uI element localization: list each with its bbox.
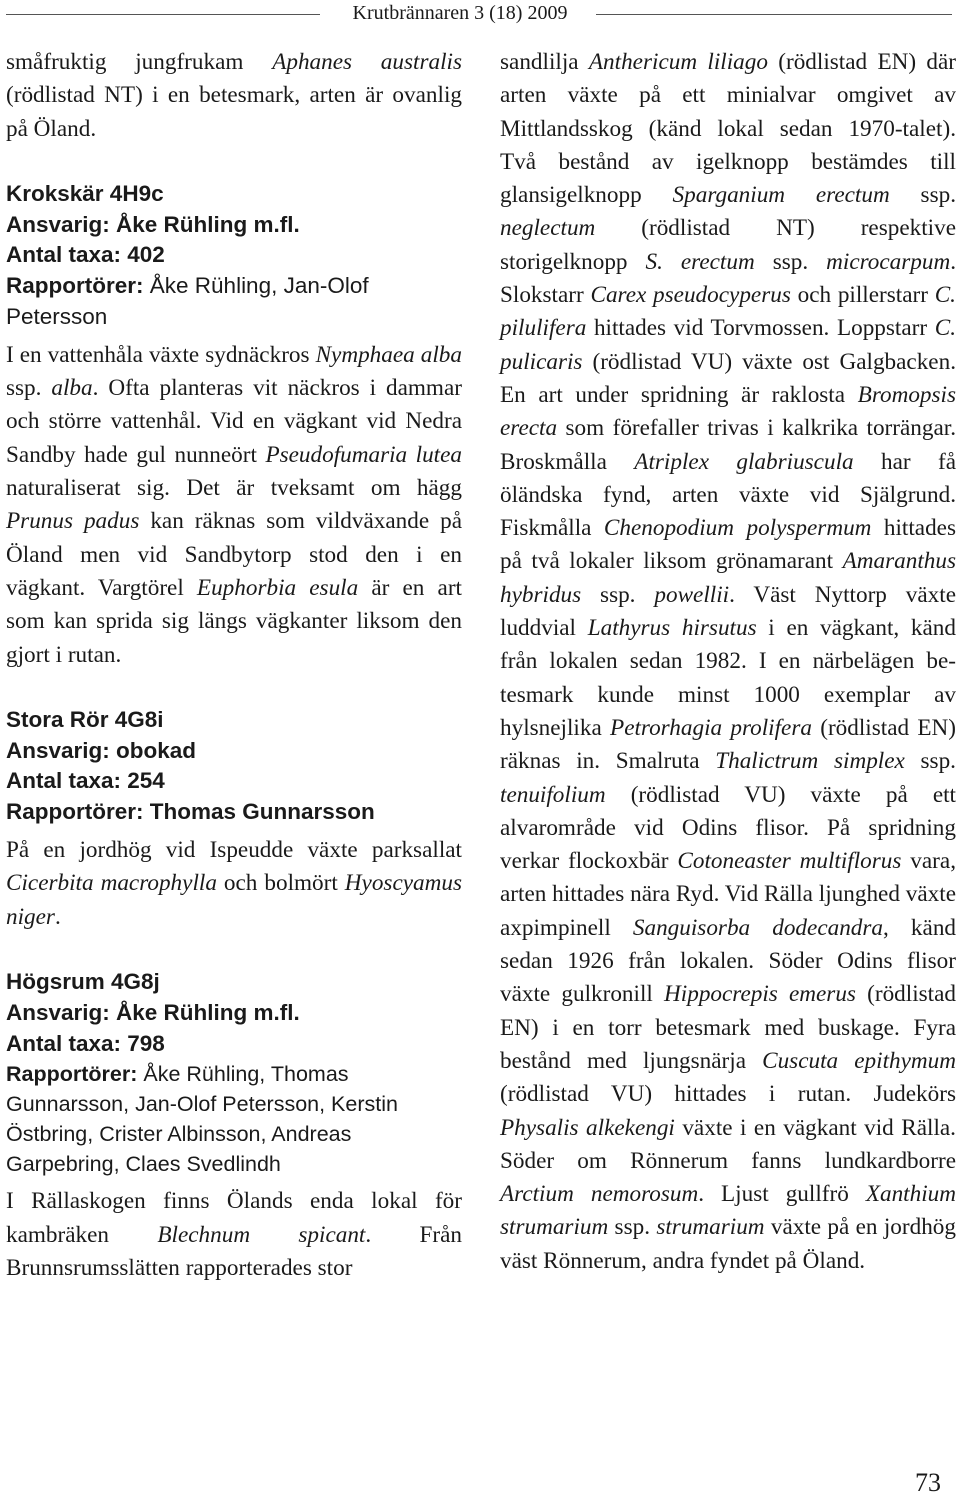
continued-paragraph [500, 46, 956, 1278]
section-ansvarig: Ansvarig: Åke Rühling m.fl. [6, 211, 300, 237]
text-run: (rödlistad NT) i en betesmark, arten är ovanlig på Öland. [6, 82, 462, 142]
section-body [6, 834, 462, 934]
species-name: Anthericum liliago [588, 49, 768, 75]
species-name: Cicerbita macrophylla [6, 870, 217, 897]
species-name: Lathyrus hirsutus [587, 615, 757, 642]
species-name: Prunus padus [6, 508, 140, 535]
text-run: ssp. [608, 1214, 657, 1241]
section-stora-ror [6, 705, 462, 934]
text-run: På en jordhög vid Ispeudde växte parksallat [6, 837, 462, 864]
species-name: Atriplex glabriuscula [634, 448, 854, 475]
species-name: Nymphaea alba [315, 341, 462, 368]
right-column [500, 46, 956, 1278]
section-ansvarig: Ansvarig: Åke Rühling m.fl. [6, 999, 300, 1025]
text-run: (rödlistad EN) i en torr betesmark med buskage. Fyra bestånd med ljungsnärja [500, 981, 956, 1074]
species-name: powellii [654, 581, 730, 608]
species-name: Arctium nemorosum [500, 1181, 699, 1208]
species-name: neglectum [500, 215, 596, 242]
text-run: som förefaller trivas i kalkrika torrängar. Broskmålla [500, 415, 956, 475]
section-rapportorer: Rapportörer: Thomas Gunnarsson [6, 799, 375, 825]
journal-title: Krutbrännaren 3 (18) 2009 [352, 2, 568, 24]
text-run: (rödlistad VU) hittades i rutan. Judekörs [500, 1081, 956, 1108]
rapportorer-label: Rapportörer: [6, 273, 144, 299]
species-name: Xanthium strumarium [500, 1181, 956, 1241]
page-number: 73 [915, 1468, 941, 1497]
intro-paragraph [6, 46, 462, 146]
section-title: Högsrum 4G8j [6, 968, 160, 994]
rapportorer-names: Åke Rühling, Jan-Olof Petersson [6, 273, 369, 330]
section-krokskar [6, 179, 462, 672]
text-run: I Rällaskogen finns Ölands enda lokal för kambräken [6, 1188, 462, 1248]
species-name: C. pilulifera [500, 282, 956, 342]
header-rule-left [6, 14, 320, 15]
species-name: alba [51, 375, 93, 402]
section-title: Stora Rör 4G8i [6, 706, 164, 732]
text-run: . Slokstarr [500, 248, 956, 309]
species-name: Bromopsis erecta [500, 381, 956, 442]
species-name: Blechnum spicant [157, 1221, 366, 1248]
section-rapportorer [6, 271, 462, 333]
text-run: . Väst Nyttorp växte luddvial [500, 581, 956, 642]
text-run: (rödlistad EN) räknas in. Smalruta [500, 714, 956, 775]
species-name: Aphanes australis [272, 49, 462, 75]
species-name: Cotoneaster multiflorus [677, 848, 902, 875]
species-name: tenuifolium [500, 781, 606, 808]
species-name: Hippocrepis emerus [664, 981, 856, 1008]
text-run: ssp. [904, 748, 956, 775]
running-header [0, 0, 960, 30]
text-run: (rödlistad VU) växte ost Galgbacken. En art under spridning är raklosta [500, 348, 956, 408]
section-antal-taxa: Antal taxa: 254 [6, 768, 165, 794]
text-run: . [54, 903, 61, 930]
species-name: Hyoscyamus niger [6, 870, 462, 930]
rapportorer-label: Rapportörer: [6, 1062, 138, 1087]
left-column [6, 46, 462, 1285]
species-name: Chenopodium polyspermum [603, 515, 872, 542]
species-name: Sparganium erectum [672, 182, 890, 209]
species-name: Petrorhagia prolifera [610, 714, 812, 741]
species-name: C. pulicaris [500, 315, 956, 375]
species-name: Euphorbia esula [196, 574, 359, 601]
section-body [6, 339, 462, 672]
section-antal-taxa: Antal taxa: 798 [6, 1030, 165, 1056]
species-name: Sanguisorba dodecandra [632, 914, 884, 941]
species-name: microcarpum [826, 248, 951, 275]
text-run: och pillerstarr [790, 282, 935, 309]
text-run: har få öländska fynd, arten växte vid Själgrund. Fiskmålla [500, 448, 957, 542]
text-run: naturaliserat sig. Det är tveksamt om hägg [6, 475, 462, 502]
text-run: . Ljust gullfrö [698, 1181, 866, 1208]
text-run: I en vattenhåla växte sydnäckros [6, 341, 316, 368]
text-run: , känd sedan 1926 från lokalen. Söder Odins flisor växte gulkronill [500, 914, 957, 1008]
species-name: Pseudofumaria lutea [265, 441, 463, 468]
text-run: . Ofta planteras vit näckros i dammar och större vattenhål. Vid en vägkant vid Nedra Sandby hade gul nunneört [6, 375, 462, 468]
section-hogsrum [6, 967, 462, 1285]
text-run: ssp. [6, 375, 52, 402]
text-run: vara, arten hittades nära Ryd. Vid Rälla ljunghed växte axpimpinell [500, 848, 956, 941]
text-run: hittades på två lokaler liksom grönamarant [500, 515, 956, 575]
text-run: växte på en jordhög väst Rönnerum, andra fyndet på Öland. [500, 1214, 956, 1274]
section-body [6, 1185, 462, 1285]
species-name: Thalictrum simplex [715, 748, 905, 775]
text-run: växte i en vägkant vid Rälla. Söder om Rönnerum fanns lundkardborre [500, 1114, 956, 1174]
header-rule-right [596, 14, 952, 15]
text-run: hittades vid Torvmossen. Loppstarr [586, 315, 935, 342]
text-run: och bolmört [216, 870, 345, 897]
text-run: ssp. [889, 182, 956, 209]
text-run: i en vägkant, känd från lokalen sedan 1982. I en närbelägen betesmark kunde minst 1000 exemplar av hylsnejlika [500, 615, 956, 741]
text-run: (rödlistad VU) växte på ett alvarområde vid Odins flisor. På spridning verkar flockoxbär [500, 781, 956, 875]
text-run: (rödlistad NT) respektive storigelknopp [500, 215, 956, 275]
text-run: sandlilja [500, 49, 589, 75]
text-run: ssp. [754, 248, 827, 275]
section-ansvarig: Ansvarig: obokad [6, 737, 197, 763]
species-name: strumarium [656, 1214, 765, 1241]
text-run: ssp. [581, 581, 655, 608]
text-run: småfruktig jungfrukam [6, 49, 273, 75]
species-name: Carex pseudocyperus [590, 282, 791, 309]
species-name: Amaranthus hybridus [500, 548, 956, 608]
section-rapportorer [6, 1059, 462, 1179]
rapportorer-names: Åke Rühling, Thomas Gunnarsson, Jan-Olof Petersson, Kerstin Östbring, Crister Albinsson, Andreas Garpebring, Claes Svedlindh [6, 1062, 398, 1177]
text-run: . Från Brunnsrumsslätten rapporterades stor [6, 1221, 462, 1281]
species-name: S. erectum [645, 248, 755, 275]
section-title: Krokskär 4H9c [6, 180, 164, 206]
species-name: Cuscuta epithymum [762, 1047, 956, 1074]
section-antal-taxa: Antal taxa: 402 [6, 242, 165, 268]
text-run: (rödlistad EN) där arten växte på ett minialvar omgivet av Mittlandsskog (känd lokal sedan 1970-talet). Två bestånd av igelknopp bestämdes till glansigelknopp [500, 49, 957, 209]
text-run: är en art som kan sprida sig längs vägkanter liksom den gjort i rutan. [6, 574, 462, 668]
species-name: Physalis alkekengi [500, 1114, 675, 1141]
text-run: kan räknas som vildväxande på Öland men vid Sandbytorp stod den i en vägkant. Vargtörel [6, 508, 462, 601]
